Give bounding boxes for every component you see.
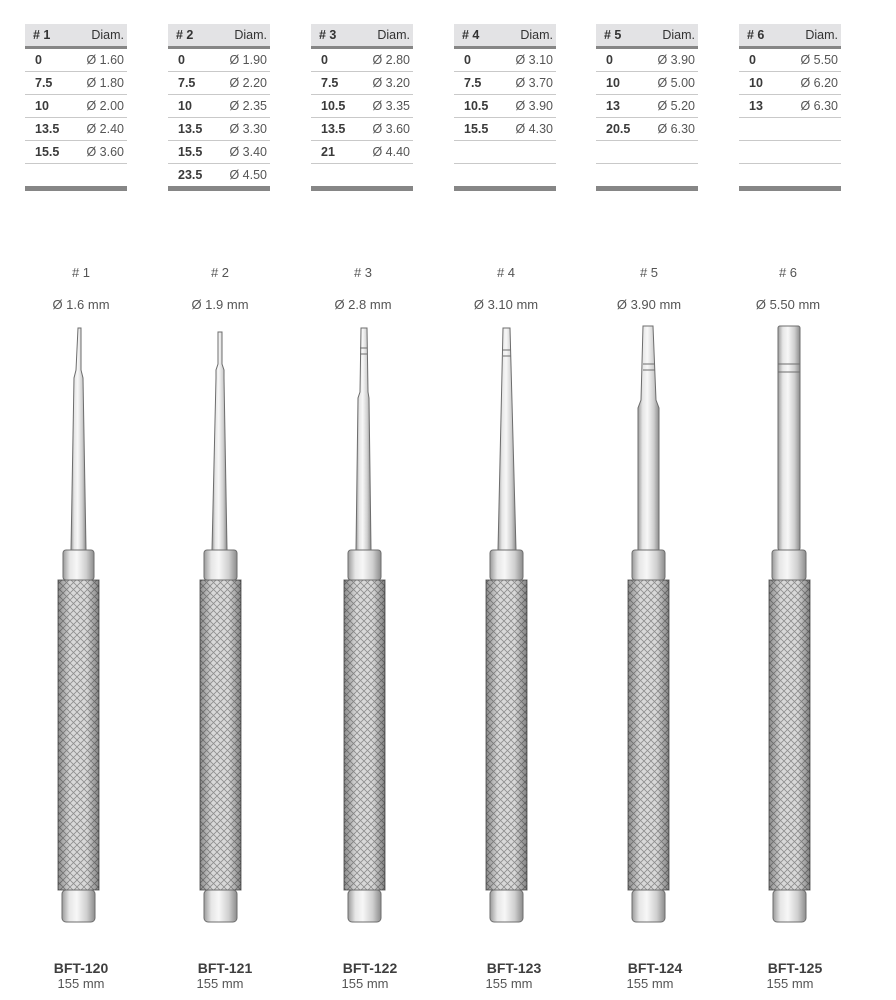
product-length: 155 mm <box>766 976 814 991</box>
instrument-end-cap <box>490 890 523 922</box>
table-header-num: # 2 <box>168 24 219 48</box>
product-code: BFT-124 <box>627 960 683 976</box>
diameter-cell: Ø 6.30 <box>790 95 841 118</box>
depth-cell: 10.5 <box>454 95 505 118</box>
table-row <box>311 48 413 72</box>
depth-cell: 0 <box>454 48 505 72</box>
diameter-cell: Ø 3.60 <box>76 141 127 164</box>
product-code: BFT-122 <box>342 960 398 976</box>
diameter-cell <box>647 164 698 189</box>
table-row <box>739 141 841 164</box>
depth-cell <box>739 118 790 141</box>
table-row <box>739 72 841 95</box>
table-row <box>168 164 270 189</box>
product-code: BFT-120 <box>53 960 109 976</box>
instrument-number: # 5 <box>639 265 659 280</box>
instrument-end-cap <box>348 890 381 922</box>
table-header-diam: Diam. <box>76 24 127 48</box>
diameter-cell: Ø 5.20 <box>647 95 698 118</box>
instrument-number: # 4 <box>496 265 516 280</box>
diameter-cell: Ø 3.90 <box>505 95 556 118</box>
table-row <box>739 48 841 72</box>
depth-cell: 10.5 <box>311 95 362 118</box>
diameter-cell: Ø 3.20 <box>362 72 413 95</box>
depth-cell: 7.5 <box>454 72 505 95</box>
diameter-cell: Ø 4.50 <box>219 164 270 189</box>
depth-cell <box>596 164 647 189</box>
table-row <box>25 95 127 118</box>
instrument-diameter: Ø 3.90 mm <box>616 297 682 312</box>
depth-cell: 10 <box>739 72 790 95</box>
instrument-2 <box>200 332 241 922</box>
depth-cell <box>311 164 362 189</box>
diameter-cell: Ø 3.90 <box>647 48 698 72</box>
table-6 <box>739 24 841 191</box>
table-row <box>596 95 698 118</box>
product-length: 155 mm <box>626 976 674 991</box>
table-header-diam: Diam. <box>790 24 841 48</box>
table-row <box>596 48 698 72</box>
depth-cell: 13 <box>596 95 647 118</box>
instrument-diameter: Ø 1.6 mm <box>52 297 110 312</box>
table-row <box>739 95 841 118</box>
depth-cell <box>739 141 790 164</box>
diameter-cell: Ø 3.40 <box>219 141 270 164</box>
product-length: 155 mm <box>57 976 105 991</box>
product-length: 155 mm <box>485 976 533 991</box>
instrument-collar <box>63 550 94 580</box>
table-row <box>168 72 270 95</box>
diameter-cell: Ø 3.35 <box>362 95 413 118</box>
instrument-collar <box>632 550 665 580</box>
depth-cell: 13 <box>739 95 790 118</box>
depth-cell: 7.5 <box>168 72 219 95</box>
instrument-shaft <box>778 326 800 550</box>
table-header-num: # 3 <box>311 24 362 48</box>
instrument-shaft <box>212 332 227 550</box>
product-code: BFT-125 <box>767 960 823 976</box>
table-row <box>168 48 270 72</box>
diameter-cell: Ø 6.30 <box>647 118 698 141</box>
instrument-number: # 6 <box>778 265 798 280</box>
instrument-3 <box>344 328 385 922</box>
diameter-cell: Ø 6.20 <box>790 72 841 95</box>
depth-cell: 10 <box>25 95 76 118</box>
instrument-6 <box>769 326 810 922</box>
depth-cell: 23.5 <box>168 164 219 189</box>
product-code: BFT-123 <box>486 960 542 976</box>
instrument-5 <box>628 326 669 922</box>
depth-cell: 21 <box>311 141 362 164</box>
diameter-cell: Ø 4.40 <box>362 141 413 164</box>
product-length: 155 mm <box>196 976 244 991</box>
diameter-cell <box>790 141 841 164</box>
instrument-collar <box>772 550 806 580</box>
table-3 <box>311 24 413 191</box>
instrument-diameter: Ø 1.9 mm <box>191 297 249 312</box>
instrument-shaft <box>356 328 371 550</box>
table-row <box>454 118 556 141</box>
depth-cell: 0 <box>596 48 647 72</box>
instrument-diameter: Ø 3.10 mm <box>473 297 539 312</box>
product-code: BFT-121 <box>197 960 253 976</box>
depth-cell <box>739 164 790 189</box>
table-row <box>168 141 270 164</box>
diameter-cell: Ø 3.60 <box>362 118 413 141</box>
diameter-cell: Ø 2.40 <box>76 118 127 141</box>
diameter-cell: Ø 5.50 <box>790 48 841 72</box>
diameter-cell: Ø 2.35 <box>219 95 270 118</box>
depth-cell: 7.5 <box>25 72 76 95</box>
table-row <box>311 95 413 118</box>
diameter-cell: Ø 3.30 <box>219 118 270 141</box>
table-row <box>454 95 556 118</box>
table-row <box>454 141 556 164</box>
table-row <box>739 118 841 141</box>
instrument-diameter: Ø 5.50 mm <box>755 297 821 312</box>
diameter-cell: Ø 2.00 <box>76 95 127 118</box>
diameter-cell: Ø 3.70 <box>505 72 556 95</box>
diameter-cell: Ø 4.30 <box>505 118 556 141</box>
instrument-number: # 1 <box>71 265 91 280</box>
instruments-drawing <box>0 320 896 930</box>
table-row <box>168 118 270 141</box>
diameter-cell <box>790 118 841 141</box>
depth-cell <box>25 164 76 189</box>
instrument-collar <box>490 550 523 580</box>
depth-cell: 0 <box>168 48 219 72</box>
instrument-end-cap <box>632 890 665 922</box>
instrument-end-cap <box>204 890 237 922</box>
table-header-num: # 5 <box>596 24 647 48</box>
depth-cell: 10 <box>596 72 647 95</box>
depth-cell: 0 <box>739 48 790 72</box>
instrument-end-cap <box>62 890 95 922</box>
table-row <box>454 48 556 72</box>
table-row <box>454 164 556 189</box>
diameter-cell <box>76 164 127 189</box>
table-row <box>311 141 413 164</box>
table-row <box>311 72 413 95</box>
table-header-diam: Diam. <box>505 24 556 48</box>
instrument-shaft <box>638 326 659 550</box>
instrument-diameter: Ø 2.8 mm <box>334 297 392 312</box>
depth-cell: 13.5 <box>311 118 362 141</box>
diameter-cell <box>505 164 556 189</box>
instrument-number: # 2 <box>210 265 230 280</box>
depth-cell <box>454 164 505 189</box>
product-length: 155 mm <box>341 976 389 991</box>
table-row <box>596 118 698 141</box>
table-row <box>168 95 270 118</box>
table-2 <box>168 24 270 191</box>
table-row <box>311 118 413 141</box>
depth-cell: 13.5 <box>168 118 219 141</box>
diameter-cell: Ø 3.10 <box>505 48 556 72</box>
depth-cell: 10 <box>168 95 219 118</box>
instrument-shaft <box>498 328 516 550</box>
table-row <box>739 164 841 189</box>
diameter-cell <box>647 141 698 164</box>
table-row <box>596 141 698 164</box>
diameter-cell: Ø 2.80 <box>362 48 413 72</box>
diameter-cell: Ø 1.80 <box>76 72 127 95</box>
diameter-cell <box>790 164 841 189</box>
diameter-cell <box>505 141 556 164</box>
table-5 <box>596 24 698 191</box>
table-header-diam: Diam. <box>219 24 270 48</box>
table-row <box>454 72 556 95</box>
instrument-shaft <box>71 328 86 550</box>
diameter-cell: Ø 2.20 <box>219 72 270 95</box>
diameter-cell <box>362 164 413 189</box>
table-row <box>25 72 127 95</box>
depth-cell: 15.5 <box>25 141 76 164</box>
depth-cell <box>596 141 647 164</box>
table-row <box>596 164 698 189</box>
table-1 <box>25 24 127 191</box>
diameter-cell: Ø 1.60 <box>76 48 127 72</box>
table-header-diam: Diam. <box>647 24 698 48</box>
depth-cell: 15.5 <box>454 118 505 141</box>
table-row <box>25 164 127 189</box>
diameter-cell: Ø 1.90 <box>219 48 270 72</box>
table-row <box>25 141 127 164</box>
instrument-number: # 3 <box>353 265 373 280</box>
table-row <box>25 118 127 141</box>
depth-cell <box>454 141 505 164</box>
depth-cell: 0 <box>25 48 76 72</box>
instrument-end-cap <box>773 890 806 922</box>
depth-cell: 7.5 <box>311 72 362 95</box>
table-row <box>311 164 413 189</box>
table-header-diam: Diam. <box>362 24 413 48</box>
diameter-cell: Ø 5.00 <box>647 72 698 95</box>
depth-cell: 13.5 <box>25 118 76 141</box>
depth-cell: 15.5 <box>168 141 219 164</box>
depth-cell: 20.5 <box>596 118 647 141</box>
table-row <box>25 48 127 72</box>
table-header-num: # 4 <box>454 24 505 48</box>
table-row <box>596 72 698 95</box>
instrument-1 <box>58 328 99 922</box>
instrument-4 <box>486 328 527 922</box>
table-header-num: # 6 <box>739 24 790 48</box>
instrument-collar <box>348 550 381 580</box>
table-header-num: # 1 <box>25 24 76 48</box>
instrument-collar <box>204 550 237 580</box>
table-4 <box>454 24 556 191</box>
depth-cell: 0 <box>311 48 362 72</box>
